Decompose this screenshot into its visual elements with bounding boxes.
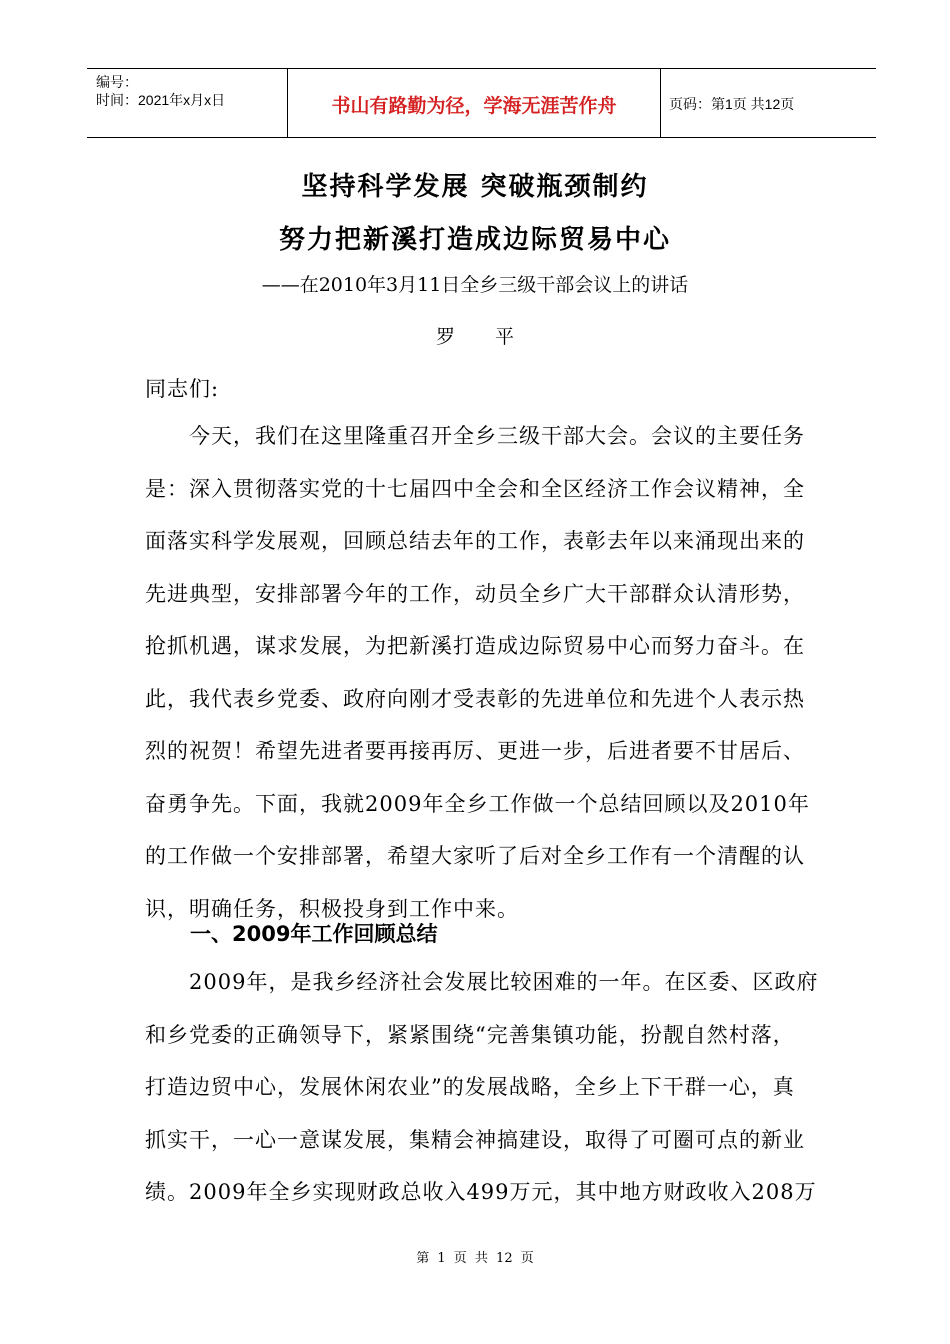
- text-line: 抢抓机遇，谋求发展，为把新溪打造成边际贸易中心而努力奋斗。在: [145, 634, 805, 658]
- text-line: 先进典型，安排部署今年的工作，动员全乡广大干部群众认清形势，: [145, 581, 805, 606]
- text-line: 的工作做一个安排部署，希望大家听了后对全乡工作有一个清醒的认: [145, 844, 805, 868]
- page-footer: 第 1 页 共 12 页: [416, 1251, 534, 1266]
- text-line: 烈的祝贺！希望先进者要再接再厉、更进一步，后进者要不甘居后、: [145, 739, 805, 763]
- text-line: 和乡党委的正确领导下，紧紧围绕“完善集镇功能，扮靓自然村落，: [145, 1022, 795, 1047]
- text-line: 今天，我们在这里隆重召开全乡三级干部大会。会议的主要任务: [145, 424, 805, 448]
- header-divider: [660, 69, 661, 137]
- doc-subtitle: ——在2010年3月11日全乡三级干部会议上的讲话: [261, 274, 689, 296]
- header-meta-cell: [87, 69, 285, 137]
- header-number-label: 编号：: [96, 74, 138, 90]
- text-line: 是：深入贯彻落实党的十七届四中全会和全区经济工作会议精神，全: [145, 476, 805, 501]
- document-header: [87, 68, 876, 138]
- section-heading: 一、2009年工作回顾总结: [190, 922, 438, 946]
- header-motto: 书山有路勤为径，学海无涯苦作舟: [331, 95, 617, 117]
- doc-title-line2: 努力把新溪打造成边际贸易中心: [278, 225, 671, 255]
- text-line: 打造边贸中心，发展休闲农业”的发展战略，全乡上下干群一心，真: [145, 1075, 795, 1099]
- text-line: 奋勇争先。下面，我就2009年全乡工作做一个总结回顾以及2010年: [145, 791, 810, 816]
- text-line: 2009年，是我乡经济社会发展比较困难的一年。在区委、区政府: [145, 970, 819, 994]
- text-line: 抓实干，一心一意谋发展，集精会神搞建设，取得了可圈可点的新业: [145, 1127, 805, 1152]
- text-line: 面落实科学发展观，回顾总结去年的工作，表彰去年以来涌现出来的: [145, 529, 805, 553]
- text-line: 此，我代表乡党委、政府向刚才受表彰的先进单位和先进个人表示热: [145, 686, 805, 711]
- salutation: 同志们:: [145, 377, 220, 401]
- doc-author: 罗平: [435, 326, 554, 348]
- header-time-label: 时间：2021年x月x日: [96, 92, 226, 108]
- header-page-info: 页码：第1页 共12页: [669, 96, 795, 112]
- doc-title-line1: 坚持科学发展 突破瓶颈制约: [301, 172, 649, 202]
- text-line: 识，明确任务，积极投身到工作中来。: [145, 896, 519, 921]
- text-line: 绩。2009年全乡实现财政总收入499万元，其中地方财政收入208万: [145, 1180, 817, 1204]
